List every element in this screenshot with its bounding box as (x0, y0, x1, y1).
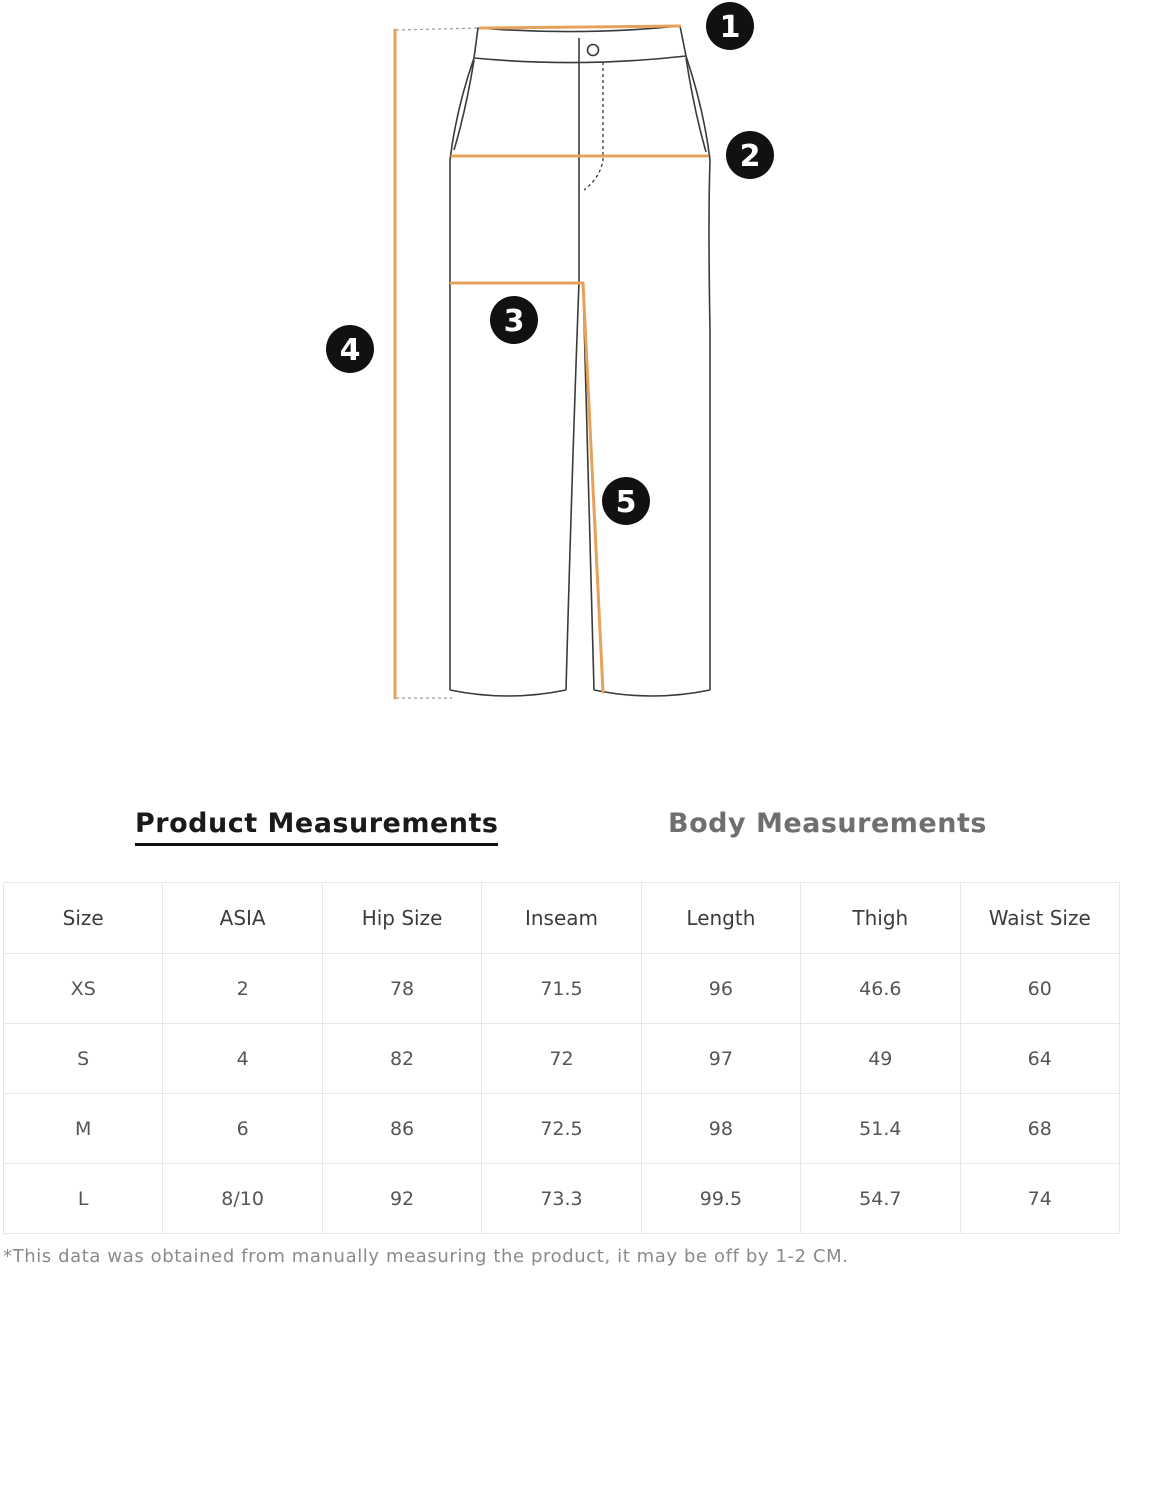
length-guide-top (396, 28, 480, 30)
table-row (4, 954, 1120, 1024)
badge-4 (326, 325, 374, 373)
tab-body-measurements[interactable]: Body Measurements (668, 808, 987, 839)
table-cell: 82 (322, 1024, 481, 1094)
badge-1 (706, 2, 754, 50)
table-cell: 64 (960, 1024, 1119, 1094)
size-chart-table (3, 882, 1120, 1234)
badge-3-label: 3 (503, 304, 525, 339)
table-cell: 46.6 (801, 954, 960, 1024)
table-cell: 86 (322, 1094, 481, 1164)
table-cell: S (4, 1024, 163, 1094)
table-cell: 8/10 (163, 1164, 322, 1234)
badge-5 (602, 477, 650, 525)
table-cell: 97 (641, 1024, 800, 1094)
table-cell: 2 (163, 954, 322, 1024)
table-cell: 72.5 (482, 1094, 641, 1164)
badge-4-label: 4 (339, 333, 361, 368)
table-row (4, 1024, 1120, 1094)
waist-measure-line (480, 26, 680, 28)
column-header: Hip Size (322, 883, 481, 954)
table-cell: 54.7 (801, 1164, 960, 1234)
measurement-disclaimer: *This data was obtained from manually measuring the product, it may be off by 1-2 CM. (3, 1246, 849, 1267)
table-cell: 74 (960, 1164, 1119, 1234)
table-header-row (4, 883, 1120, 954)
badge-5-label: 5 (615, 485, 637, 520)
column-header: Thigh (801, 883, 960, 954)
table-cell: 4 (163, 1024, 322, 1094)
table-cell: 99.5 (641, 1164, 800, 1234)
table-cell: L (4, 1164, 163, 1234)
table-row (4, 1164, 1120, 1234)
table-cell: 98 (641, 1094, 800, 1164)
pants-outline (450, 26, 710, 696)
table-row (4, 1094, 1120, 1164)
column-header: Inseam (482, 883, 641, 954)
column-header: ASIA (163, 883, 322, 954)
table-cell: 49 (801, 1024, 960, 1094)
column-header: Waist Size (960, 883, 1119, 954)
table-cell: 51.4 (801, 1094, 960, 1164)
measurement-tabs (0, 808, 1150, 858)
table-cell: 60 (960, 954, 1119, 1024)
badge-1-label: 1 (719, 10, 741, 45)
badge-3 (490, 296, 538, 344)
table-cell: 68 (960, 1094, 1119, 1164)
table-cell: XS (4, 954, 163, 1024)
table-cell: 6 (163, 1094, 322, 1164)
column-header: Size (4, 883, 163, 954)
table-cell: 78 (322, 954, 481, 1024)
badge-2 (726, 131, 774, 179)
tab-product-measurements[interactable]: Product Measurements (135, 808, 498, 846)
table-cell: M (4, 1094, 163, 1164)
column-header: Length (641, 883, 800, 954)
table-cell: 96 (641, 954, 800, 1024)
table-cell: 92 (322, 1164, 481, 1234)
table-cell: 72 (482, 1024, 641, 1094)
badge-2-label: 2 (739, 139, 761, 174)
table-cell: 71.5 (482, 954, 641, 1024)
table-cell: 73.3 (482, 1164, 641, 1234)
measurement-lines (395, 26, 707, 698)
